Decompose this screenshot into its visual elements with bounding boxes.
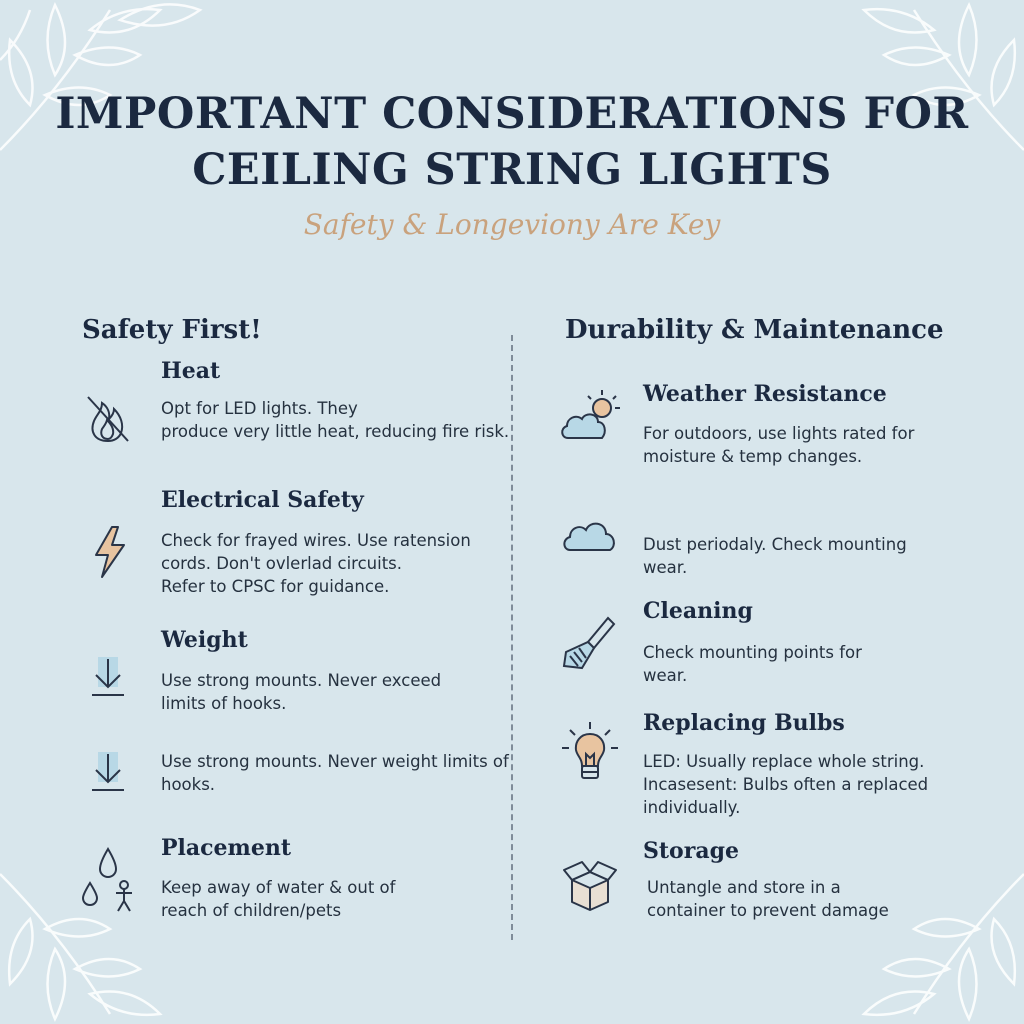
dust-text-line: wear. [643, 558, 688, 577]
down-arrow-icon [90, 750, 126, 794]
durability-heading: Durability & Maintenance [565, 315, 944, 345]
safety-heading: Safety First! [82, 315, 262, 345]
storage-title: Storage [643, 838, 739, 864]
dust-text-line: Dust periodaly. Check mounting [643, 535, 907, 554]
weight-text-line: limits of hooks. [161, 694, 287, 713]
storage-text [647, 876, 889, 922]
placement-text-line: Keep away of water & out of [161, 878, 396, 897]
weather-text-line: moisture & temp changes. [643, 447, 863, 466]
bulbs-text-line: individually. [643, 798, 741, 817]
electrical-text-line: cords. Don't ovlerlad circuits. [161, 554, 403, 573]
cleaning-text [643, 641, 862, 687]
title-line-2: CEILING STRING LIGHTS [192, 145, 832, 195]
cleaning-text-line: wear. [643, 666, 688, 685]
cleaning-title: Cleaning [643, 598, 753, 624]
weight-extra-text-line: Use strong mounts. Never weight limits of [161, 752, 509, 771]
bulbs-text-line: Incasesent: Bulbs often a replaced [643, 775, 929, 794]
heat-text [161, 397, 509, 443]
column-divider [511, 335, 513, 940]
page-title [0, 86, 1024, 198]
weight-extra-text [161, 750, 509, 796]
placement-title: Placement [161, 835, 291, 861]
placement-text-line: reach of children/pets [161, 901, 342, 920]
water-child-icon [78, 845, 138, 915]
no-fire-icon [84, 393, 132, 445]
heat-text-line: produce very little heat, reducing fire risk. [161, 422, 510, 441]
bulbs-text [643, 750, 928, 819]
down-arrow-icon [90, 655, 126, 699]
storage-text-line: container to prevent damage [647, 901, 889, 920]
page-subtitle: Safety & Longeviony Are Key [303, 208, 721, 241]
open-box-icon [562, 858, 618, 912]
heat-title: Heat [161, 358, 221, 384]
electrical-title: Electrical Safety [161, 487, 364, 513]
brush-icon [560, 616, 616, 672]
weight-text [161, 669, 441, 715]
bulbs-title: Replacing Bulbs [643, 710, 845, 736]
lightning-bolt-icon [92, 525, 128, 579]
cleaning-text-line: Check mounting points for [643, 643, 862, 662]
electrical-text-line: Check for frayed wires. Use ratension [161, 531, 471, 550]
weather-text-line: For outdoors, use lights rated for [643, 424, 915, 443]
heat-text-line: Opt for LED lights. They [161, 399, 358, 418]
weight-title: Weight [161, 627, 248, 653]
weight-extra-text-line: hooks. [161, 775, 216, 794]
weather-text [643, 422, 914, 468]
light-bulb-icon [560, 720, 620, 786]
leaf-decoration-bottom-right [804, 844, 1024, 1024]
storage-text-line: Untangle and store in a [647, 878, 841, 897]
weight-text-line: Use strong mounts. Never exceed [161, 671, 442, 690]
title-line-1: IMPORTANT CONSIDERATIONS FOR [55, 89, 969, 139]
weather-title: Weather Resistance [643, 381, 887, 407]
dust-text [643, 533, 907, 579]
bulbs-text-line: LED: Usually replace whole string. [643, 752, 925, 771]
cloud-icon [562, 512, 618, 554]
sun-cloud-icon [558, 388, 624, 444]
placement-text [161, 876, 395, 922]
electrical-text-line: Refer to CPSC for guidance. [161, 577, 390, 596]
electrical-text [161, 529, 471, 598]
